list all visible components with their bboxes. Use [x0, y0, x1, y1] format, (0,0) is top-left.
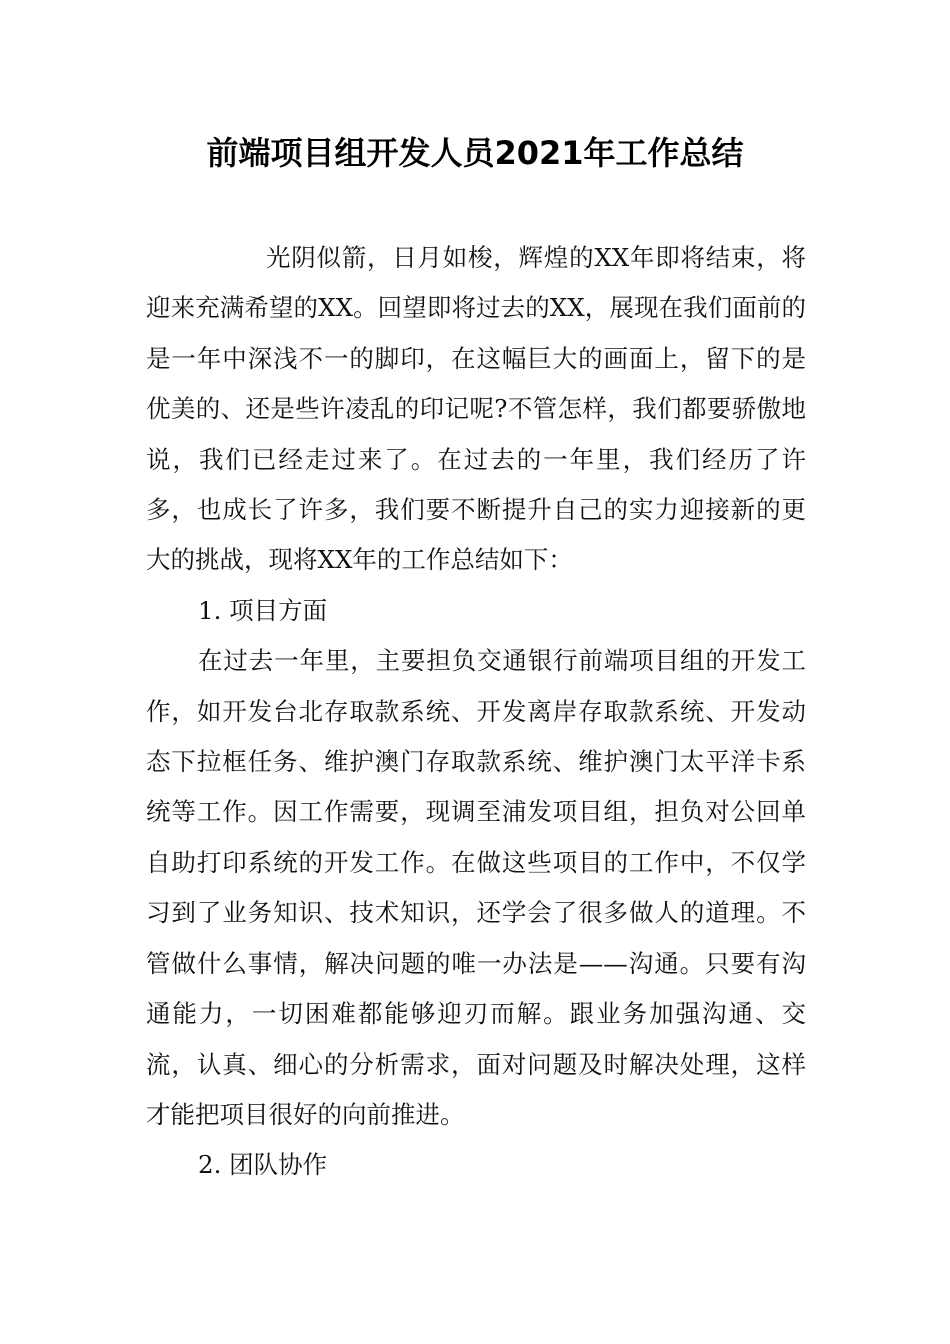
section-heading-project: 1. 项目方面	[198, 595, 328, 625]
document-title: 前端项目组开发人员2021年工作总结	[206, 134, 744, 172]
intro-paragraph: 光阴似箭，日月如梭，辉煌的XX年即将结束，将迎来充满希望的XX。回望即将过去的XX，展现在我们面前的是一年中深浅不一的脚印，在这幅巨大的画面上，留下的是优美的、还是些许凌乱的印记呢?不管怎样，我们都要骄傲地说，我们已经走过来了。在过去的一年里，我们经历了许多，也成长了许多，我们要不断提升自己的实力迎接新的更大的挑战，现将XX年的工作总结如下：	[146, 243, 806, 575]
document-body	[146, 233, 806, 1191]
project-paragraph: 在过去一年里，主要担负交通银行前端项目组的开发工作，如开发台北存取款系统、开发离岸存取款系统、开发动态下拉框任务、维护澳门存取款系统、维护澳门太平洋卡系统等工作。因工作需要，现调至浦发项目组，担负对公回单自助打印系统的开发工作。在做这些项目的工作中，不仅学习到了业务知识、技术知识，还学会了很多做人的道理。不管做什么事情，解决问题的唯一办法是——沟通。只要有沟通能力，一切困难都能够迎刃而解。跟业务加强沟通、交流，认真、细心的分析需求，面对问题及时解决处理，这样才能把项目很好的向前推进。	[146, 646, 806, 1129]
section-heading-teamwork: 2. 团队协作	[198, 1150, 328, 1180]
